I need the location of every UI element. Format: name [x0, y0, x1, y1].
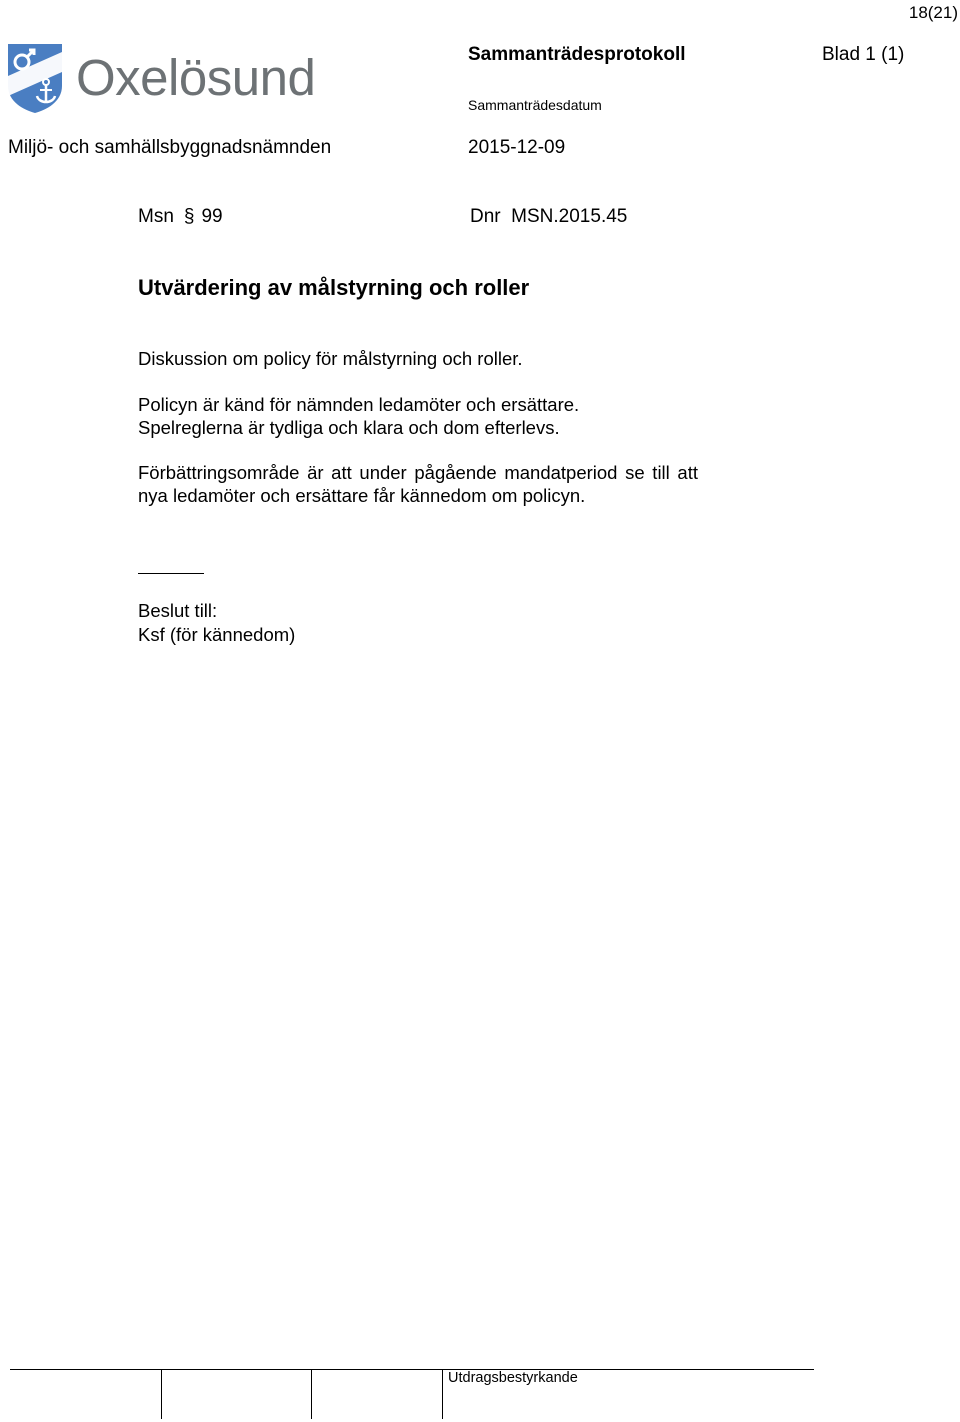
meeting-date-label: Sammanträdesdatum	[468, 97, 602, 113]
divider	[138, 573, 204, 574]
paragraph: Policyn är känd för nämnden ledamöter och ersättare.	[138, 394, 580, 415]
section-symbol: §	[183, 206, 195, 227]
paragraph: Diskussion om policy för målstyrning och roller.	[138, 348, 523, 369]
diary-number: Dnr MSN.2015.45	[470, 206, 628, 227]
paragraph: Spelreglerna är tydliga och klara och dom efterlevs.	[138, 417, 560, 438]
coat-of-arms-icon	[6, 42, 64, 114]
decision-block	[138, 599, 295, 647]
section-reference	[138, 206, 223, 228]
signature-box-divider	[161, 1369, 162, 1419]
paragraph: Förbättringsområde är att under pågående mandatperiod se till att nya ledamöter och ersättare får kännedom om policyn.	[138, 462, 698, 506]
committee-name: Miljö- och samhällsbyggnadsnämnden	[8, 137, 332, 158]
document-type: Sammanträdesprotokoll	[468, 44, 686, 65]
section-prefix: Msn	[138, 206, 174, 227]
sheet-number: Blad 1 (1)	[822, 44, 905, 65]
decision-recipient: Ksf (för kännedom)	[138, 624, 296, 645]
signature-box-divider	[311, 1369, 312, 1419]
section-number: 99	[201, 206, 223, 227]
signature-box-divider	[442, 1369, 443, 1419]
logo-wordmark: Oxelösund	[76, 49, 316, 106]
paragraph-group	[138, 393, 738, 439]
certification-label: Utdragsbestyrkande	[448, 1370, 578, 1386]
meeting-date: 2015-12-09	[468, 137, 566, 158]
decision-label: Beslut till:	[138, 600, 218, 621]
page-number: 18(21)	[908, 3, 958, 22]
page-title: Utvärdering av målstyrning och roller	[138, 275, 530, 300]
footer-rule	[10, 1369, 814, 1370]
